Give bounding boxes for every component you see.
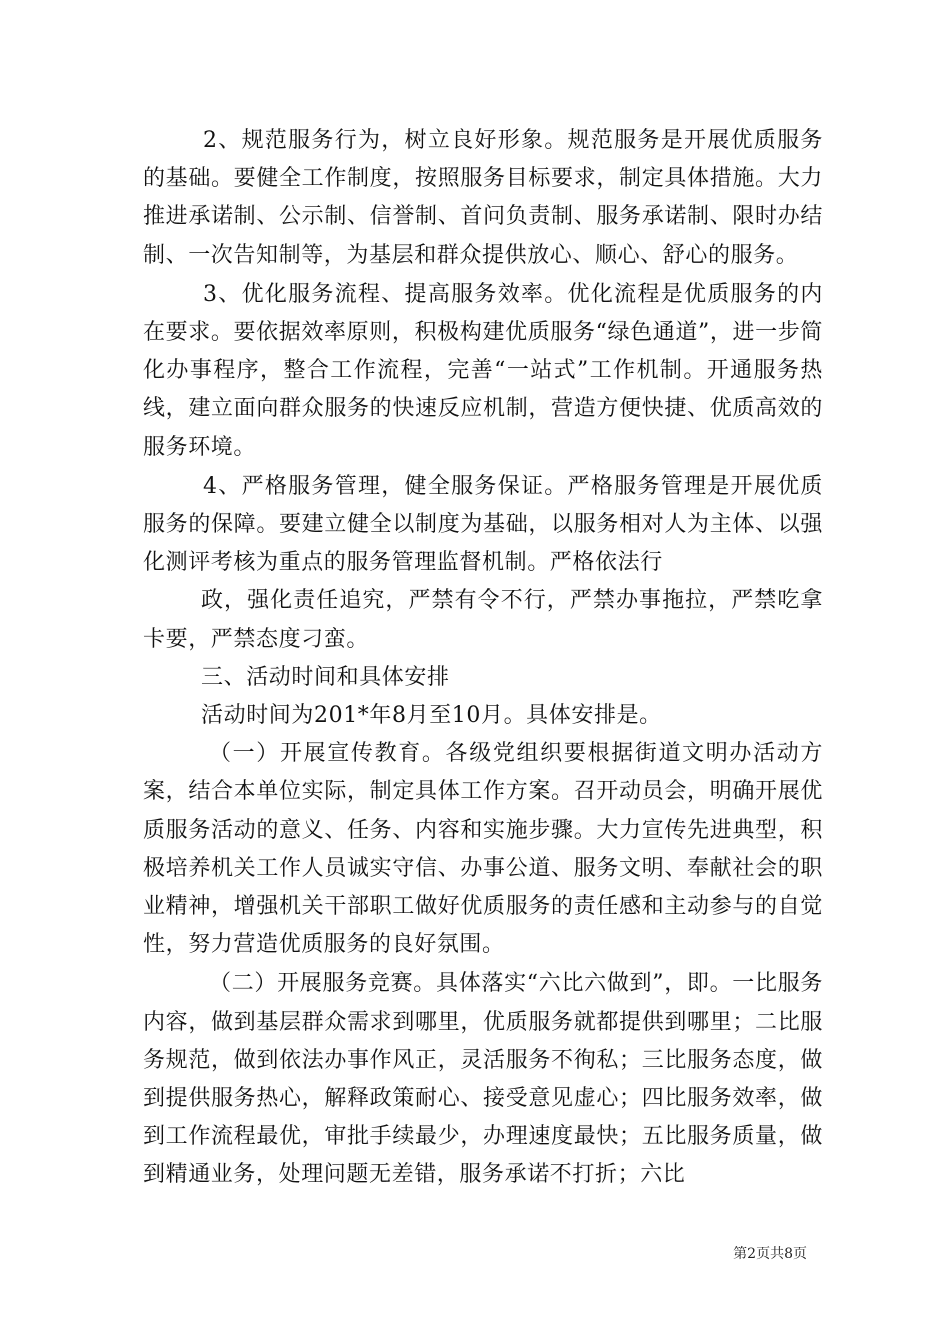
paragraph-strict-management-continued: 政，强化责任追究，严禁有令不行，严禁办事拖拉，严禁吃拿卡要，严禁态度刁蛮。	[143, 588, 823, 652]
section-heading-schedule: 三、活动时间和具体安排	[201, 664, 450, 690]
paragraph-optimize-process: 3、优化服务流程、提高服务效率。优化流程是优质服务的内在要求。要依据效率原则，积极构建优质服务“绿色通道”，进一步简化办事程序，整合工作流程，完善“一站式”工作机制。开通服务热线，建立面向群众服务的快速反应机制，营造方便快捷、优质高效的服务环境。	[143, 281, 823, 460]
paragraph-strict-management: 4、严格服务管理，健全服务保证。严格服务管理是开展优质服务的保障。要建立健全以制度为基础，以服务相对人为主体、以强化测评考核为重点的服务管理监督机制。严格依法行	[143, 473, 823, 576]
page-number-footer: 第2页共8页	[733, 1246, 807, 1262]
document-body	[143, 122, 823, 1195]
paragraph-activity-time: 活动时间为201*年8月至10月。具体安排是。	[201, 703, 662, 729]
paragraph-publicity-education: （一）开展宣传教育。各级党组织要根据街道文明办活动方案，结合本单位实际，制定具体工作方案。召开动员会，明确开展优质服务活动的意义、任务、内容和实施步骤。大力宣传先进典型，积极培养机关工作人员诚实守信、办事公道、服务文明、奉献社会的职业精神，增强机关干部职工做好优质服务的责任感和主动参与的自觉性，努力营造优质服务的良好氛围。	[143, 741, 823, 958]
paragraph-standardize-service: 2、规范服务行为，树立良好形象。规范服务是开展优质服务的基础。要健全工作制度，按照服务目标要求，制定具体措施。大力推进承诺制、公示制、信誉制、首问负责制、服务承诺制、限时办结制、一次告知制等，为基层和群众提供放心、顺心、舒心的服务。	[143, 128, 823, 268]
paragraph-service-competition: （二）开展服务竞赛。具体落实“六比六做到”，即。一比服务内容，做到基层群众需求到哪里，优质服务就都提供到哪里；二比服务规范，做到依法办事作风正，灵活服务不徇私；三比服务态度，做到提供服务热心，解释政策耐心、接受意见虚心；四比服务效率，做到工作流程最优，审批手续最少，办理速度最快；五比服务质量，做到精通业务，处理问题无差错，服务承诺不打折；六比	[143, 971, 823, 1188]
